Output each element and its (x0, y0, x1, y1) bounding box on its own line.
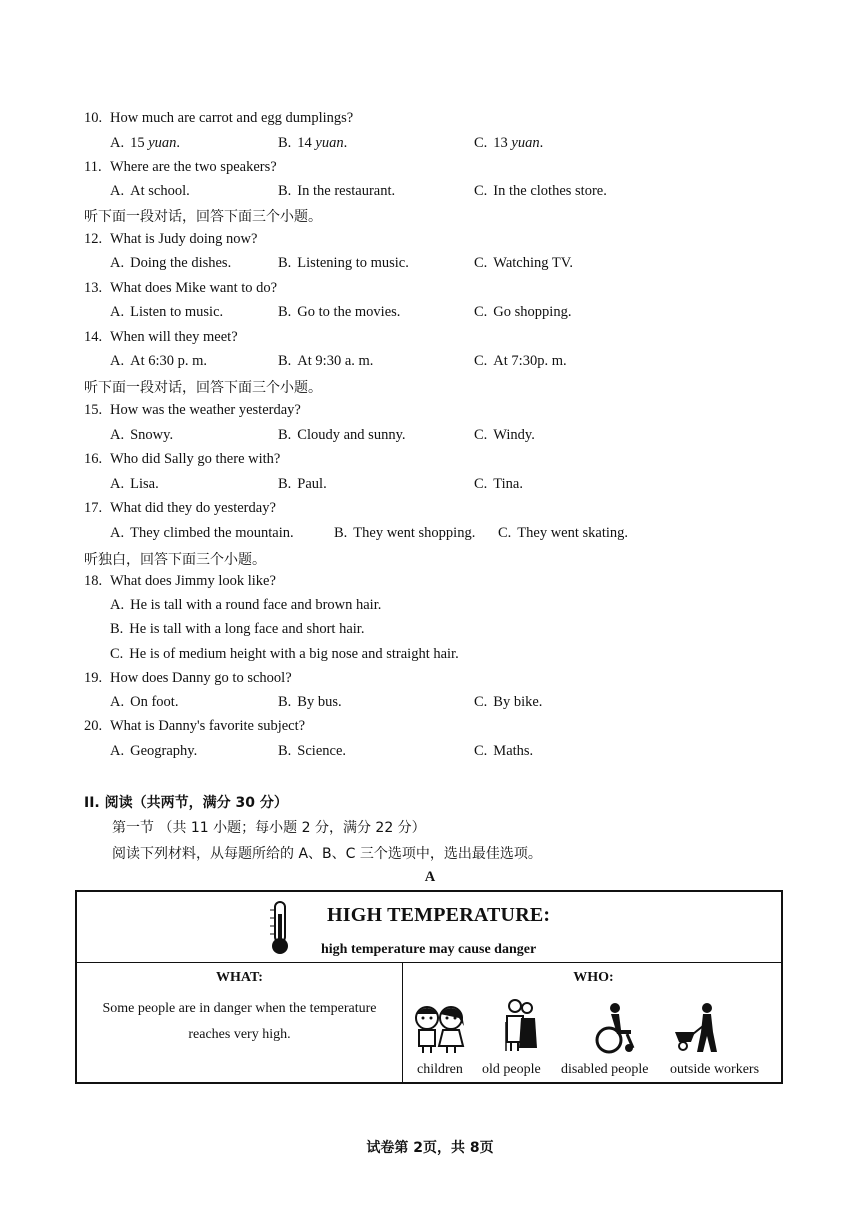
divider (77, 962, 781, 963)
instruction-dialog-2: 听下面一段对话，回答下面三个小题。 (84, 380, 322, 396)
option-b[interactable]: B. Science. (278, 743, 347, 759)
option-b[interactable]: B. Cloudy and sunny. (278, 427, 406, 443)
option-a[interactable]: A. Listen to music. (110, 304, 224, 320)
poster (75, 890, 783, 1084)
instruction-dialog-1: 听下面一段对话，回答下面三个小题。 (84, 209, 322, 225)
question-10: 10. How much are carrot and egg dumplings? (84, 110, 354, 126)
options-12 (110, 255, 710, 275)
options-14 (110, 353, 710, 373)
group-label-outside-workers: outside workers (670, 1062, 760, 1077)
question-15: 15. How was the weather yesterday? (84, 402, 301, 418)
option-c[interactable]: C. Watching TV. (474, 255, 573, 271)
options-17 (110, 525, 730, 545)
group-label-old-people: old people (482, 1062, 541, 1077)
option-a[interactable]: A. Geography. (110, 743, 198, 759)
passage-label: A (424, 869, 436, 885)
option-b[interactable]: B. By bus. (278, 694, 342, 710)
page-footer: 试卷第 2页，共 8页 (366, 1140, 494, 1156)
question-18: 18. What does Jimmy look like? (84, 573, 276, 589)
question-14: 14. When will they meet? (84, 329, 238, 345)
question-16: 16. Who did Sally go there with? (84, 451, 281, 467)
group-label-children: children (417, 1062, 463, 1077)
options-19 (110, 694, 710, 714)
option-b[interactable]: B. 14 yuan. (278, 135, 348, 151)
option-a[interactable]: A. Snowy. (110, 427, 174, 443)
option-c[interactable]: C. They went skating. (498, 525, 629, 541)
what-description: Some people are in danger when the temperature reaches very high. (102, 1001, 377, 1042)
question-11: 11. Where are the two speakers? (84, 159, 277, 175)
divider (402, 962, 403, 1084)
option-b[interactable]: B. In the restaurant. (278, 183, 396, 199)
option-a[interactable]: A. On foot. (110, 694, 179, 710)
poster-title: HIGH TEMPERATURE: (327, 904, 551, 926)
option-a[interactable]: A. They climbed the mountain. (110, 525, 294, 541)
option-c[interactable]: C. In the clothes store. (474, 183, 607, 199)
question-13: 13. What does Mike want to do? (84, 280, 278, 296)
part-heading: 第一节 （共 11 小题；每小题 2 分，满分 22 分） (112, 820, 426, 836)
option-b[interactable]: B. At 9:30 a. m. (278, 353, 374, 369)
option-b[interactable]: B. They went shopping. (334, 525, 476, 541)
instruction-monologue: 听独白，回答下面三个小题。 (84, 552, 266, 568)
options-11 (110, 183, 710, 203)
thermometer-icon (267, 900, 293, 956)
option-c[interactable]: C. 13 yuan. (474, 135, 544, 151)
option-a[interactable]: A. Lisa. (110, 476, 159, 492)
option-a[interactable]: A. He is tall with a round face and brown hair. (110, 597, 382, 613)
question-20: 20. What is Danny's favorite subject? (84, 718, 306, 734)
option-a[interactable]: A. 15 yuan. (110, 135, 181, 151)
option-c[interactable]: C. Windy. (474, 427, 535, 443)
question-17: 17. What did they do yesterday? (84, 500, 276, 516)
option-b[interactable]: B. He is tall with a long face and short hair. (110, 621, 365, 637)
children-icon (409, 1002, 469, 1054)
what-heading: WHAT: (216, 970, 263, 985)
option-c[interactable]: C. At 7:30p. m. (474, 353, 567, 369)
group-label-disabled-people: disabled people (561, 1062, 649, 1077)
directions: 阅读下列材料，从每题所给的 A、B、C 三个选项中，选出最佳选项。 (112, 846, 542, 862)
option-a[interactable]: A. Doing the dishes. (110, 255, 232, 271)
options-20 (110, 743, 710, 763)
option-b[interactable]: B. Listening to music. (278, 255, 409, 271)
option-c[interactable]: C. Tina. (474, 476, 523, 492)
options-10 (110, 135, 710, 155)
options-13 (110, 304, 710, 324)
options-16 (110, 476, 710, 496)
option-c[interactable]: C. He is of medium height with a big nose and straight hair. (110, 646, 459, 662)
options-15 (110, 427, 710, 447)
option-c[interactable]: C. Go shopping. (474, 304, 572, 320)
wheelchair-icon (593, 1002, 639, 1054)
poster-subtitle: high temperature may cause danger (321, 942, 537, 957)
option-b[interactable]: B. Paul. (278, 476, 327, 492)
question-19: 19. How does Danny go to school? (84, 670, 292, 686)
option-c[interactable]: C. Maths. (474, 743, 534, 759)
option-b[interactable]: B. Go to the movies. (278, 304, 401, 320)
option-c[interactable]: C. By bike. (474, 694, 543, 710)
old-people-icon (503, 998, 539, 1052)
option-a[interactable]: A. At school. (110, 183, 190, 199)
worker-icon (673, 1002, 721, 1054)
section-heading: II. 阅读（共两节，满分 30 分） (84, 795, 288, 811)
who-heading: WHO: (573, 970, 614, 985)
option-a[interactable]: A. At 6:30 p. m. (110, 353, 208, 369)
question-12: 12. What is Judy doing now? (84, 231, 258, 247)
